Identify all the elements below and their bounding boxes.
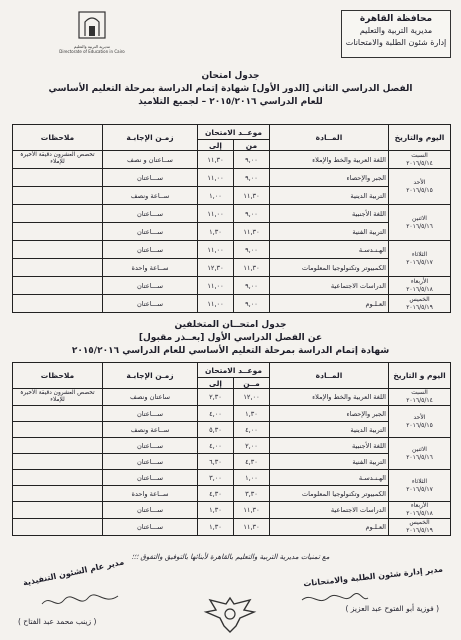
day-date-header: اليوم و التاريخ: [389, 363, 451, 389]
day-date-cell: [389, 169, 451, 205]
exam-date: ٢٠١٦/٥/١٤: [406, 397, 433, 404]
time-from-cell: ٩,٠٠: [234, 241, 270, 259]
time-to-cell: ١١,٠٠: [198, 169, 234, 187]
table-row: [13, 519, 451, 536]
answer-duration-cell: ســـاعتان: [103, 169, 198, 187]
notes-cell: [13, 187, 103, 205]
time-to-cell: ٤,٣٠: [198, 486, 234, 502]
answer-duration-cell: ســـاعتان: [103, 406, 198, 422]
logo-english-text: Directorate of Education in Cairo: [59, 49, 125, 54]
time-to-cell: ١١,٠٠: [198, 295, 234, 313]
table-row: [13, 151, 451, 169]
table-row: [13, 454, 451, 470]
exam-time-header: موعــد الامتحان: [198, 363, 270, 378]
table2-year: شهادة إتمام الدراسة بمرحلة التعليم الأساسي للعام الدراسي ٢٠١٥/٢٠١٦: [71, 346, 390, 356]
time-from-cell: ٩,٠٠: [234, 169, 270, 187]
time-from-cell: ٩,٠٠: [234, 205, 270, 223]
time-from-cell: ١١,٣٠: [234, 187, 270, 205]
exam-date: ٢٠١٦/٥/١٨: [406, 510, 433, 517]
day-date-cell: [389, 470, 451, 502]
exam-date: ٢٠١٦/٥/١٧: [406, 258, 433, 266]
notes-cell: [13, 295, 103, 313]
notes-cell: [13, 438, 103, 454]
time-to-cell: ١,٠٠: [198, 187, 234, 205]
answer-duration-cell: ساعتان ونصف: [103, 389, 198, 406]
exam-date: ٢٠١٦/٥/١٧: [406, 485, 433, 493]
answer-duration-cell: ســاعة ونصف: [103, 422, 198, 438]
exam-date: ٢٠١٦/٥/١٥: [406, 421, 433, 429]
day-date-cell: [389, 406, 451, 438]
subject-cell: اللغة العربية والخط والإملاء: [270, 151, 389, 169]
table-row: [13, 259, 451, 277]
day-name: الأربعاء: [410, 502, 429, 509]
table2-title: جدول امتحــان المتخلفين: [174, 320, 287, 330]
right-signatory-title: مدير إدارة شئون الطلبة والامتحانات: [302, 564, 444, 589]
day-name: الاثنين: [412, 214, 427, 222]
day-name: الثلاثاء: [411, 477, 428, 485]
table-row: [13, 406, 451, 422]
exam-date: ٢٠١٦/٥/١٤: [406, 159, 433, 167]
answer-duration-cell: ســـاعتان: [103, 502, 198, 519]
notes-cell: تخصص العشرون دقيقة الأخيرة للإملاء: [13, 151, 103, 169]
exam-time-header: موعــد الامتحان: [198, 125, 270, 140]
notes-header: ملاحظات: [13, 363, 103, 389]
subject-header: المــادة: [270, 125, 389, 151]
day-name: السبت: [411, 389, 428, 396]
left-signatory-title: مدير عام الشئون التنفيذية: [22, 557, 125, 588]
day-name: السبت: [411, 151, 428, 159]
table-row: [13, 241, 451, 259]
day-name: الخميس: [409, 295, 430, 303]
exam-date: ٢٠١٦/٥/١٩: [406, 527, 433, 534]
answer-duration-cell: ســـاعتان: [103, 438, 198, 454]
time-to-cell: ١١,٠٠: [198, 277, 234, 295]
answer-duration-cell: ســـاعتان: [103, 295, 198, 313]
time-to-cell: ١٢,٣٠: [198, 259, 234, 277]
notes-cell: [13, 519, 103, 536]
right-signatory-name: ( فوزية أبو الفتوح عبد العزيز ): [345, 604, 439, 613]
subject-cell: اللغة الأجنبية: [270, 438, 389, 454]
subject-header: المــادة: [270, 363, 389, 389]
logo-arabic-text: مديرية التربية والتعليم: [73, 44, 111, 49]
table-row: [13, 169, 451, 187]
subject-cell: التربية الدينية: [270, 187, 389, 205]
day-date-cell: [389, 519, 451, 536]
answer-duration-header: زمـن الإجابـة: [103, 125, 198, 151]
subject-cell: الدراسات الاجتماعية: [270, 502, 389, 519]
day-name: الثلاثاء: [411, 250, 428, 258]
subject-cell: العـلـوم: [270, 519, 389, 536]
table-row: [13, 502, 451, 519]
time-from-cell: ١١,٣٠: [234, 259, 270, 277]
time-from-cell: ٢,٠٠: [234, 438, 270, 454]
time-to-header: إلى: [198, 378, 234, 389]
administration-name: إدارة شئون الطلبة والامتحانات: [345, 38, 447, 47]
subject-cell: الكمبيوتر وتكنولوجيا المعلومات: [270, 486, 389, 502]
notes-cell: [13, 486, 103, 502]
time-from-cell: ١٢,٠٠: [234, 389, 270, 406]
time-to-cell: ١١,٣٠: [198, 151, 234, 169]
day-date-cell: [389, 241, 451, 277]
notes-cell: [13, 223, 103, 241]
subject-cell: الجبر والإحصاء: [270, 406, 389, 422]
table-row: [13, 277, 451, 295]
day-name: الأربعاء: [410, 277, 429, 285]
time-to-cell: ٦,٣٠: [198, 454, 234, 470]
notes-cell: [13, 205, 103, 223]
day-name: الأحد: [413, 178, 426, 186]
exam-date: ٢٠١٦/٥/١٦: [406, 222, 433, 230]
time-from-cell: ٩,٠٠: [234, 151, 270, 169]
time-to-cell: ٥,٣٠: [198, 422, 234, 438]
table-row: [13, 187, 451, 205]
table-row: [13, 438, 451, 454]
subject-cell: الهـنـدسـة: [270, 470, 389, 486]
table1-year: للعام الدراسي ٢٠١٥/٢٠١٦ – لجميع التلاميذ: [138, 97, 323, 107]
day-date-cell: [389, 389, 451, 406]
notes-cell: [13, 470, 103, 486]
answer-duration-cell: ســـاعتان: [103, 277, 198, 295]
subject-cell: التربية الفنية: [270, 454, 389, 470]
subject-cell: الهـنـدسـة: [270, 241, 389, 259]
day-date-cell: [389, 205, 451, 241]
answer-duration-cell: ســـاعتان: [103, 241, 198, 259]
exam-date: ٢٠١٦/٥/١٥: [406, 186, 433, 194]
time-to-header: إلى: [198, 140, 234, 151]
table-row: [13, 422, 451, 438]
table-row: [13, 486, 451, 502]
notes-header: ملاحظات: [13, 125, 103, 151]
answer-duration-header: زمـن الإجابـة: [103, 363, 198, 389]
answer-duration-cell: ســـاعتان: [103, 205, 198, 223]
time-from-cell: ١,٣٠: [234, 406, 270, 422]
time-from-cell: ١,٠٠: [234, 470, 270, 486]
directorate-name: مديرية التربية والتعليم: [359, 26, 433, 35]
time-to-cell: ٣,٠٠: [198, 470, 234, 486]
day-date-cell: [389, 151, 451, 169]
time-to-cell: ١,٣٠: [198, 223, 234, 241]
left-signature-scribble: [40, 592, 120, 612]
directorate-header: [341, 10, 451, 58]
answer-duration-cell: ســـاعتان: [103, 470, 198, 486]
table2-subtitle: عن الفصل الدراسي الأول [بعــذر مقبول]: [138, 333, 323, 343]
exam-date: ٢٠١٦/٥/١٨: [406, 285, 433, 293]
wishes-note: مع تمنيات مديرية التربية والتعليم بالقاهرة لأبنائها بالتوفيق والتفوق ؛؛؛: [131, 553, 330, 561]
day-name: الأحد: [413, 413, 426, 421]
table1-subtitle: الفصل الدراسي الثاني [الدور الأول] شهادة إتمام الدراسة بمرحلة التعليم الأساسي: [48, 84, 413, 94]
table1-title: جدول امتحان: [201, 71, 260, 81]
exam-date: ٢٠١٦/٥/١٦: [406, 453, 433, 461]
subject-cell: الكمبيوتر وتكنولوجيا المعلومات: [270, 259, 389, 277]
notes-cell: [13, 277, 103, 295]
notes-cell: [13, 454, 103, 470]
time-to-cell: ١١,٠٠: [198, 241, 234, 259]
time-to-cell: ٤,٠٠: [198, 438, 234, 454]
subject-cell: الدراسات الاجتماعية: [270, 277, 389, 295]
time-from-cell: ٤,٠٠: [234, 422, 270, 438]
notes-cell: [13, 241, 103, 259]
answer-duration-cell: ســاعة واحدة: [103, 259, 198, 277]
time-from-cell: ٩,٠٠: [234, 295, 270, 313]
notes-cell: [13, 502, 103, 519]
answer-duration-cell: ســاعتان و نصف: [103, 151, 198, 169]
day-date-cell: [389, 295, 451, 313]
subject-cell: التربية الدينية: [270, 422, 389, 438]
right-signature-scribble: [300, 590, 370, 608]
time-from-cell: ١١,٣٠: [234, 502, 270, 519]
subject-cell: العـلـوم: [270, 295, 389, 313]
governorate-name: محافظة القاهرة: [359, 14, 433, 24]
time-to-cell: ١,٣٠: [198, 502, 234, 519]
time-from-header: من: [234, 140, 270, 151]
day-date-header: اليوم والتاريخ: [389, 125, 451, 151]
day-name: الخميس: [409, 519, 430, 526]
directorate-logo: [58, 10, 126, 58]
notes-cell: [13, 422, 103, 438]
exam-date: ٢٠١٦/٥/١٩: [406, 303, 433, 311]
table-row: [13, 205, 451, 223]
time-to-cell: ٤,٠٠: [198, 406, 234, 422]
time-to-cell: ١١,٠٠: [198, 205, 234, 223]
time-to-cell: ١,٣٠: [198, 519, 234, 536]
answer-duration-cell: ســاعة ونصف: [103, 187, 198, 205]
exam-schedule-table: [12, 124, 451, 313]
notes-cell: [13, 259, 103, 277]
table-row: [13, 295, 451, 313]
answer-duration-cell: ســـاعتان: [103, 454, 198, 470]
table-row: [13, 223, 451, 241]
notes-cell: [13, 406, 103, 422]
day-date-cell: [389, 438, 451, 470]
subject-cell: اللغة الأجنبية: [270, 205, 389, 223]
time-from-cell: ٣,٣٠: [234, 486, 270, 502]
notes-cell: [13, 169, 103, 187]
time-to-cell: ٢,٣٠: [198, 389, 234, 406]
day-name: الاثنين: [412, 445, 427, 453]
table-row: [13, 470, 451, 486]
answer-duration-cell: ســـاعتان: [103, 223, 198, 241]
makeup-exam-schedule-table: [12, 362, 451, 536]
time-from-cell: ١١,٣٠: [234, 519, 270, 536]
answer-duration-cell: ســاعة واحدة: [103, 486, 198, 502]
subject-cell: التربية الفنية: [270, 223, 389, 241]
notes-cell: تخصص العشرون دقيقة الأخيرة للإملاء: [13, 389, 103, 406]
table-row: [13, 389, 451, 406]
time-from-cell: ٩,٠٠: [234, 277, 270, 295]
left-signatory-name: ( زينب محمد عبد الفتاح ): [18, 617, 97, 626]
subject-cell: اللغة العربية والخط والإملاء: [270, 389, 389, 406]
day-date-cell: [389, 277, 451, 295]
eagle-emblem-icon: [200, 592, 260, 636]
subject-cell: الجبر والإحصاء: [270, 169, 389, 187]
time-from-cell: ٤,٣٠: [234, 454, 270, 470]
time-from-cell: ١١,٣٠: [234, 223, 270, 241]
time-from-header: مــن: [234, 378, 270, 389]
day-date-cell: [389, 502, 451, 519]
building-logo-icon: [75, 10, 109, 40]
answer-duration-cell: ســـاعتان: [103, 519, 198, 536]
